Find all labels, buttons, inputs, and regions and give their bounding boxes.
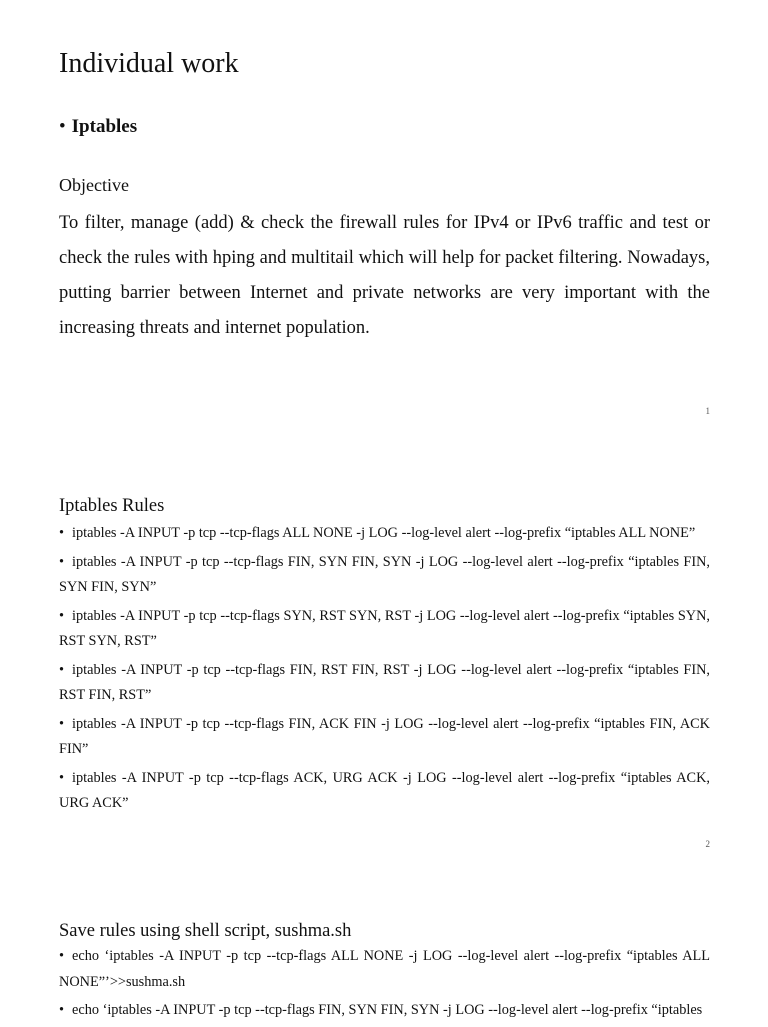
list-item: • iptables -A INPUT -p tcp --tcp-flags ACK, URG ACK -j LOG --log-level alert --log-prefix “iptables ACK, URG ACK” (59, 769, 710, 811)
rule-text: echo ‘iptables -A INPUT -p tcp --tcp-flags ALL NONE -j LOG --log-level alert --log-prefix “iptables ALL NONE”’>>sushma.sh (59, 948, 710, 990)
list-item: • echo ‘iptables -A INPUT -p tcp --tcp-flags FIN, SYN FIN, SYN -j LOG --log-level alert --log-prefix “iptables (59, 1002, 703, 1018)
rule-text: iptables -A INPUT -p tcp --tcp-flags FIN, SYN FIN, SYN -j LOG --log-level alert --log-prefix “iptables FIN, SYN FIN, SYN” (59, 553, 710, 595)
document-title: Individual work (59, 48, 239, 79)
page-number: 1 (705, 406, 710, 416)
rule-text: echo ‘iptables -A INPUT -p tcp --tcp-flags FIN, SYN FIN, SYN -j LOG --log-level alert --log-prefix “iptables (72, 1002, 703, 1018)
list-item: • iptables -A INPUT -p tcp --tcp-flags SYN, RST SYN, RST -j LOG --log-level alert --log-prefix “iptables SYN, RST SYN, RST” (59, 607, 710, 649)
rule-text: iptables -A INPUT -p tcp --tcp-flags SYN, RST SYN, RST -j LOG --log-level alert --log-prefix “iptables SYN, RST SYN, RST” (59, 607, 710, 649)
rule-text: iptables -A INPUT -p tcp --tcp-flags ACK, URG ACK -j LOG --log-level alert --log-prefix “iptables ACK, URG ACK” (59, 769, 710, 811)
objective-heading: Objective (59, 175, 129, 195)
page-number: 2 (705, 839, 710, 849)
objective-paragraph: To filter, manage (add) & check the firewall rules for IPv4 or IPv6 traffic and test or check the rules with hping and multitail which will help for packet filtering. Nowadays, putting barrier between Internet and private networks are very important with the increasing threats and internet population. (59, 213, 710, 338)
list-item: • iptables -A INPUT -p tcp --tcp-flags FIN, ACK FIN -j LOG --log-level alert --log-prefix “iptables FIN, ACK FIN” (59, 715, 710, 757)
rule-text: iptables -A INPUT -p tcp --tcp-flags FIN, ACK FIN -j LOG --log-level alert --log-prefix “iptables FIN, ACK FIN” (59, 715, 710, 757)
rules-heading: Iptables Rules (59, 496, 165, 516)
save-rules-list (59, 944, 710, 1027)
list-item: • iptables -A INPUT -p tcp --tcp-flags FIN, SYN FIN, SYN -j LOG --log-level alert --log-prefix “iptables FIN, SYN FIN, SYN” (59, 553, 710, 595)
rules-list (59, 521, 710, 820)
save-rules-heading: Save rules using shell script, sushma.sh (59, 921, 352, 941)
list-item: • iptables -A INPUT -p tcp --tcp-flags ALL NONE -j LOG --log-level alert --log-prefix “iptables ALL NONE” (59, 525, 696, 541)
rule-text: iptables -A INPUT -p tcp --tcp-flags FIN, RST FIN, RST -j LOG --log-level alert --log-prefix “iptables FIN, RST FIN, RST” (59, 661, 710, 703)
rule-text: iptables -A INPUT -p tcp --tcp-flags ALL NONE -j LOG --log-level alert --log-prefix “iptables ALL NONE” (72, 525, 696, 541)
section-heading-iptables (59, 114, 137, 140)
section-label: Iptables (71, 116, 138, 137)
bullet: • (59, 116, 66, 137)
list-item: • echo ‘iptables -A INPUT -p tcp --tcp-flags ALL NONE -j LOG --log-level alert --log-prefix “iptables ALL NONE”’>>sushma.sh (59, 948, 710, 990)
list-item: • iptables -A INPUT -p tcp --tcp-flags FIN, RST FIN, RST -j LOG --log-level alert --log-prefix “iptables FIN, RST FIN, RST” (59, 661, 710, 703)
